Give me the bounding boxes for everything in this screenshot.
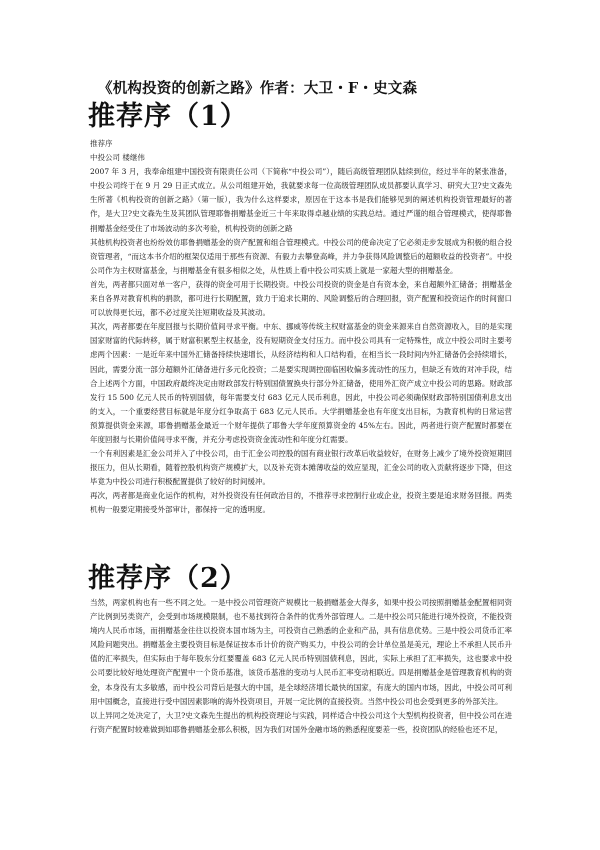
paragraph: 推荐序 <box>90 139 113 148</box>
paragraph: 以上异同之处决定了，大卫?史文森先生提出的机构投资理论与实践，同样适合中投公司这个大型机构投资者，但中投公司在进行资产配置时较难做到如耶鲁捐赠基金那么积极，因为我们对国外金融市场的熟悉程度要差一些，投资团队的经验也还不足， <box>90 710 512 734</box>
paragraph: 中投公司 楼继伟 <box>90 153 145 163</box>
paragraph: 再次，两者都是商业化运作的机构，对外投资没有任何政治目的，不推荐寻求控制行业或企业，投资主要是追求财务回报。两类机构一般要定期接受外部审计，都保持一定的透明度。 <box>90 491 512 515</box>
section-heading-2: 推荐序（2） <box>88 563 248 594</box>
document-title: 《机构投资的创新之路》作者：大卫・F・史文森 <box>98 80 418 97</box>
section-body-1 <box>90 137 512 518</box>
section-heading-1: 推荐序（1） <box>88 101 248 132</box>
paragraph: 其他机构投资者也纷纷效仿耶鲁捐赠基金的资产配置和组合管理模式。中投公司的使命决定了它必须走步发展成为积极的组合投资管理者，“而这本书介绍的框架仅适用于那些有资源、有毅力去攀登高峰，并力争获得风险调整后的超额收益的投资者”。中投公司作为主权财富基金，与捐赠基金有很多相似之处，从性质上看中投公司实质上就是一家超大型的捐赠基金。 <box>90 237 512 275</box>
paragraph: 2007 年 3 月，我奉命组建中国投资有限责任公司（下简称“中投公司”），随后高级管理团队陆续到位，经过半年的紧张准备，中投公司终于在 9 月 29 日正式成立。从公司组建开始，我就要求每一位高级管理团队成员都要认真学习、研究大卫?史文森先生所著《机构投资的创新之路》（第一版），我为什么这样要求，原因在于这本书是我们能够见到的阐述机构投资管理最好的著作，是大卫?史文森先生及其团队管理耶鲁捐赠基金近三十年来取得卓越业绩的实践总结。通过严谨的组合管理模式，使得耶鲁捐赠基金经受住了市场波动的多次考验，机构投资的创新之路 <box>90 167 512 233</box>
paragraph: 其次，两者都要在年度回报与长期价值间寻求平衡。中东、挪威等传统主权财富基金的资金来源来自自然资源收入，目的是实现国家财富的代际转移，属于财富积累型主权基金，没有短期资金支付压力。而中投公司具有一定特殊性，成立中投公司时主要考虑两个因素：一是近年来中国外汇储备持续快速增长，从经济结构和人口结构看，在相当长一段时间内外汇储备仍会持续增长，因此，需要分流一部分超额外汇储备进行多元化投资；二是要实现调控面临困收偏多流动性的压力，但缺乏有效的对冲手段，结合上述两个方面，中国政府最终决定由财政部发行特别国债置换央行部分外汇储备，使用外汇资产成立中投公司的思路。财政部发行 15 500 亿元人民币的特别国债，每年需要支付 683 亿元人民币利息，因此，中投公司必须确保财政部特别国债利息支出的支入，一个重要经营目标就是年度分红争取高于 683 亿元人民币。大学捐赠基金也有年度支出目标，为教育机构的日常运营预算提供资金来源，耶鲁捐赠基金最近一个财年提供了耶鲁大学年度预算资金的 45%左右。因此，两者进行资产配置时都要在年度回报与长期价值间寻求平衡，并充分考虑投资资金流动性和年度分红需要。 <box>90 322 512 444</box>
paragraph: 当然，两家机构也有一些不同之处。一是中投公司管理资产规模比一般捐赠基金大得多，如果中投公司按照捐赠基金配置相同资产比例到另类资产，会受到市场规模限制，也不易找到符合条件的优秀外部管理人。二是中投公司只能进行境外投资，不能投资境内人民币市场，而捐赠基金往往以投资本国市场为主，可投资自己熟悉的企业和产品，具有信息优势。三是中投公司货币汇率风险问题突出。捐赠基金主要投资目标是保证按本币计价的资产购买力，中投公司的会计单位虽是美元，理论上不承担人民币升值的汇率损失，但实际由于每年股东分红要覆盖 683 亿元人民币特别国债利息，因此，实际上承担了汇率损失，这也要求中投公司要比较好地处理资产配置中一个货币基准，该货币基准的变动与人民币汇率变动相联近。四是捐赠基金是管理教育机构的资金，本身没有太多敏感，而中投公司背后是强大的中国，是全球经济增长最快的国家，有庞大的国内市场，因此，中投公司可利用中国概念，直接进行受中国因素影响的海外投资项目，开展一定比例的直接投资。当然中投公司也会受到更多的外部关注。 <box>90 598 512 706</box>
paragraph: 一个有利因素是汇金公司并入了中投公司，由于汇金公司控股的国有商业银行改革后收益较好，在财务上减少了境外投资短期回报压力，但从长期看，随着控股机构资产规模扩大，以及补充资本摊薄收益的效应显现，汇金公司的收入贡献将逐步下降，但这毕竟为中投公司进行积极配置提供了较好的时间缓冲。 <box>90 449 512 487</box>
paragraph: 首先，两者都只面对单一客户，获得的资金可用于长期投资。中投公司投资的资金是自有资本金，来自超额外汇储备；捐赠基金来自各界对教育机构的捐款，都可进行长期配置，致力于追求长期的、风险调整后的合理回报，资产配置和投资运作的时间窗口可以放得更长远，都不必过度关注短期收益及其波动。 <box>90 279 512 318</box>
section-body-2 <box>90 596 512 737</box>
